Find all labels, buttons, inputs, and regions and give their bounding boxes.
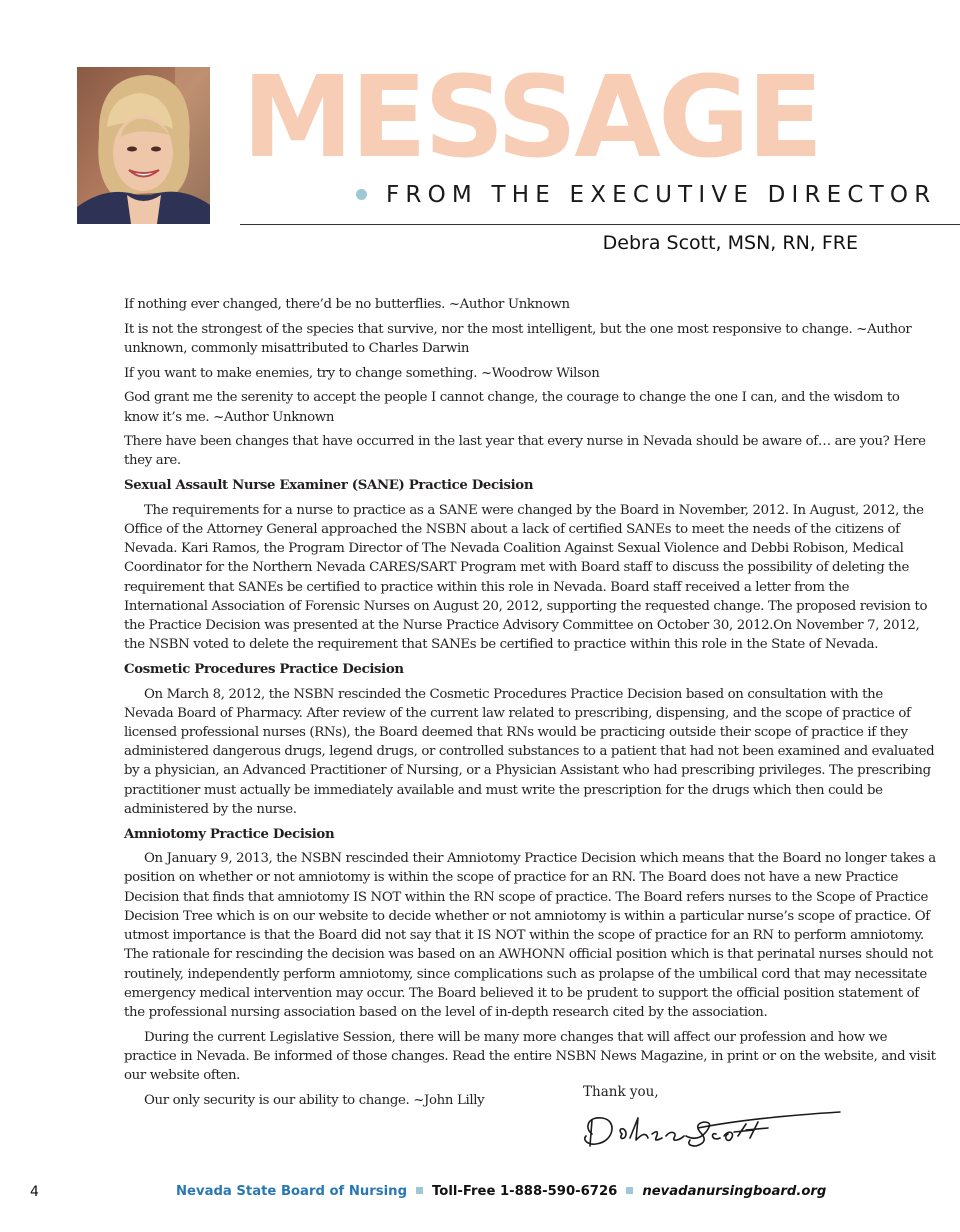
author-byline: Debra Scott, MSN, RN, FRE <box>602 232 858 254</box>
masthead-subtitle: FROM THE EXECUTIVE DIRECTOR <box>386 182 937 208</box>
masthead-title: MESSAGE <box>242 53 821 183</box>
quote: It is not the strongest of the species that survive, nor the most intelligent, but the one most responsive to change. ~Author unknown, commonly misattributed to Charles Darwin <box>124 321 912 356</box>
footer-website-link[interactable]: nevadanursingboard.org <box>642 1184 827 1199</box>
section-heading-cosmetic: Cosmetic Procedures Practice Decision <box>124 661 404 677</box>
section-heading-sane: Sexual Assault Nurse Examiner (SANE) Practice Decision <box>124 478 534 494</box>
portrait-photo-icon <box>77 67 210 224</box>
signoff: Thank you, <box>583 1084 659 1100</box>
director-photo <box>77 67 210 224</box>
section-body-cosmetic: On March 8, 2012, the NSBN rescinded the Cosmetic Procedures Practice Decision based on consultation with the Nevada Board of Pharmacy. After review of the current law related to prescribing, dispensing, and the scope of practice of licensed professional nurses (RNs), the Board deemed that RNs would be practicing outside their scope of practice if they administered dangerous drugs, legend drugs, or controlled substances to a patient that had not been examined and evaluated by a physician, an Advanced Practitioner of Nursing, or a Physician Assistant who had prescribing privileges. The prescribing practitioner must actually be immediately available and must write the prescription for the drugs which then could be administered by the nurse. <box>124 686 935 817</box>
footer-phone: Toll-Free 1-888-590-6726 <box>432 1184 618 1199</box>
square-bullet-icon <box>416 1187 423 1194</box>
square-bullet-icon <box>626 1187 633 1194</box>
quote: If nothing ever changed, there’d be no butterflies. ~Author Unknown <box>124 297 570 312</box>
closing-quote: Our only security is our ability to change. ~John Lilly <box>144 1092 485 1108</box>
footer-org-name: Nevada State Board of Nursing <box>176 1184 408 1199</box>
section-body-amniotomy: On January 9, 2013, the NSBN rescinded their Amniotomy Practice Decision which means that the Board no longer takes a position on whether or not amniotomy is within the scope of practice for an RN. The Board does not have a new Practice Decision that finds that amniotomy IS NOT within the RN scope of practice. The Board refers nurses to the Scope of Practice Decision Tree which is on our website to decide whether or not amniotomy is within a particular nurse’s scope of practice. Of utmost importance is that the Board did not say that it IS NOT within the scope of practice for an RN to perform amniotomy. The rationale for rescinding the decision was based on an AWHONN official position which is that perinatal nurses should not routinely, independently perform amniotomy, since complications such as prolapse of the umbilical cord that may necessitate emergency medical intervention may occur. The Board believed it to be prudent to support the official position statement of the professional nursing association based on the level of in-depth research cited by the association. <box>124 851 936 1020</box>
signature-image <box>578 1108 844 1152</box>
quote: God grant me the serenity to accept the people I cannot change, the courage to change the one I can, and the wisdom to know it’s me. ~Author Unknown <box>124 390 900 425</box>
bullet-dot-icon <box>356 189 367 200</box>
page-footer <box>176 1184 826 1199</box>
closing-paragraph: During the current Legislative Session, there will be many more changes that will affect our profession and how we practice in Nevada. Be informed of those changes. Read the entire NSBN News Magazine, in print or on the website, and visit our website often. <box>124 1029 936 1084</box>
masthead-divider <box>240 224 960 225</box>
quote: If you want to make enemies, try to change something. ~Woodrow Wilson <box>124 365 600 381</box>
section-body-sane: The requirements for a nurse to practice as a SANE were changed by the Board in November, 2012. In August, 2012, the Office of the Attorney General approached the NSBN about a lack of certified SANEs to meet the needs of the citizens of Nevada. Kari Ramos, the Program Director of The Nevada Coalition Against Sexual Violence and Debbi Robison, Medical Coordinator for the Northern Nevada CARES/SART Program met with Board staff to discuss the possibility of deleting the requirement that SANEs be certified to practice within this role in Nevada. Board staff received a letter from the International Association of Forensic Nurses on August 20, 2012, supporting the requested change. The proposed revision to the Practice Decision was presented at the Nurse Practice Advisory Committee on October 30, 2012.On November 7, 2012, the NSBN voted to delete the requirement that SANEs be certified to practice within this role in the State of Nevada. <box>124 502 928 653</box>
intro-paragraph: There have been changes that have occurred in the last year that every nurse in Nevada should be aware of… are you? Here they are. <box>124 434 926 469</box>
section-heading-amniotomy: Amniotomy Practice Decision <box>124 826 335 842</box>
article-body <box>124 295 936 1115</box>
page-number: 4 <box>30 1184 39 1200</box>
